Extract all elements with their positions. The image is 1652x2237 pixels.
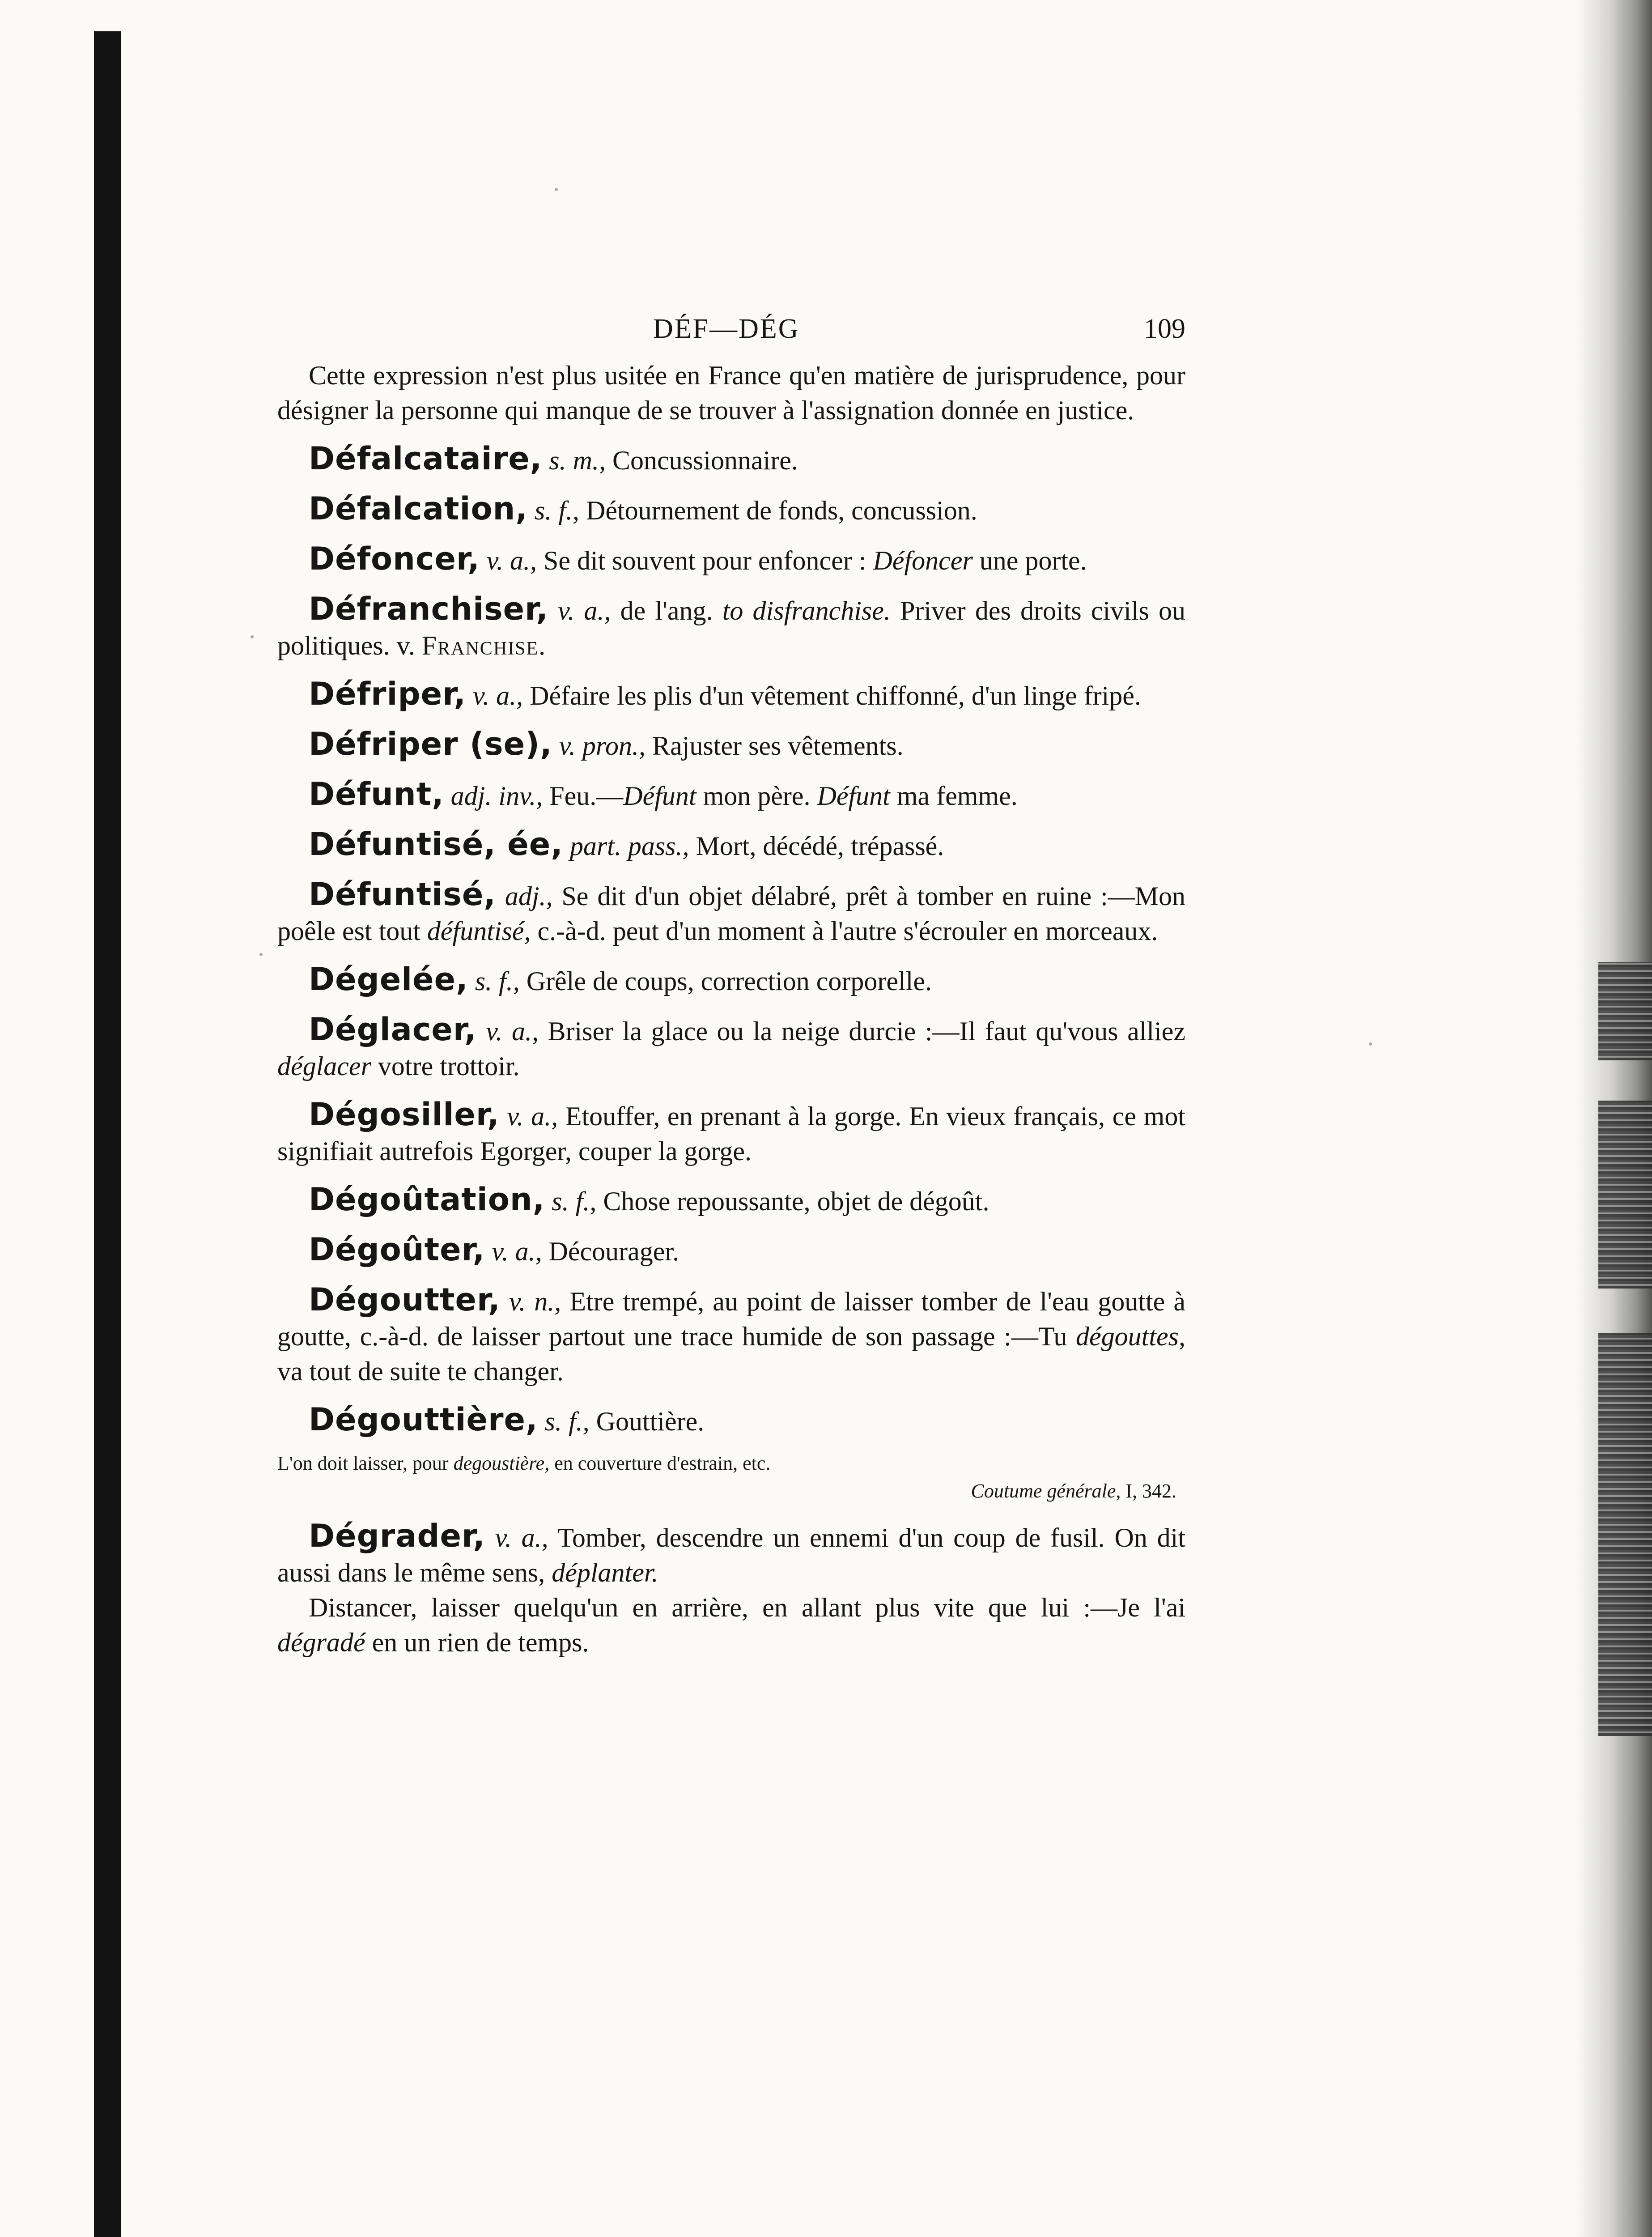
example-italic: déplanter.: [552, 1558, 658, 1587]
book-spine-shadow: [94, 31, 121, 2237]
page-number: 109: [1144, 314, 1185, 344]
headword: Déglacer,: [309, 1011, 477, 1048]
grammar-label: s. f.,: [534, 496, 579, 525]
dictionary-entry: [277, 441, 1185, 478]
quotation-italic: degoustière,: [453, 1452, 550, 1474]
grammar-label: v. pron.,: [559, 731, 646, 761]
headword: Dégoûtation,: [309, 1181, 545, 1218]
definition-text: va tout de suite te changer.: [277, 1357, 564, 1386]
dictionary-entry: [277, 1282, 1185, 1389]
paper-speck: [1369, 1042, 1372, 1046]
example-italic: défuntisé,: [427, 916, 531, 946]
grammar-label: s. f.,: [475, 966, 520, 996]
definition-text: Gouttière.: [596, 1407, 705, 1436]
grammar-label: v. a.,: [495, 1523, 548, 1552]
definition-text: Chose repoussante, objet de dégoût.: [603, 1187, 990, 1216]
headword: Dégelée,: [309, 961, 468, 998]
grammar-label: v. n.,: [509, 1287, 561, 1316]
quotation: [277, 1450, 1185, 1477]
running-head-title: DÉF—DÉG: [653, 314, 800, 344]
paper-speck: [259, 953, 263, 956]
headword: Défriper (se),: [309, 726, 552, 762]
grammar-label: v. a.,: [492, 1237, 542, 1266]
example-italic: déglacer: [277, 1051, 371, 1081]
dictionary-entry: [277, 1518, 1185, 1660]
definition-text: Mort, décédé, trépassé.: [696, 831, 944, 861]
definition-text: Briser la glace ou la neige durcie :—Il faut qu'vous alliez: [548, 1016, 1186, 1046]
definition-text: ma femme.: [896, 781, 1018, 811]
grammar-label: v. a.,: [486, 546, 537, 575]
grammar-label: s. m.,: [549, 446, 606, 475]
definition-text: en un rien de temps.: [372, 1628, 589, 1657]
running-head: [277, 309, 1185, 358]
example-italic: Défunt: [817, 781, 890, 811]
citation-title: Coutume générale,: [971, 1480, 1121, 1502]
definition-text: de l'ang.: [620, 596, 713, 625]
dictionary-entry: [277, 591, 1185, 663]
grammar-label: adj.,: [505, 881, 553, 911]
dictionary-entry: [277, 1232, 1185, 1269]
dictionary-entry: [277, 727, 1185, 763]
grammar-label: s. f.,: [544, 1407, 590, 1436]
definition-text: Rajuster ses vêtements.: [652, 731, 904, 761]
dictionary-entry: [277, 676, 1185, 713]
cross-reference: Franchise.: [421, 631, 547, 660]
grammar-label: v. a.,: [558, 596, 611, 625]
definition-text: Décourager.: [548, 1237, 679, 1266]
page-edge-mark: [1598, 962, 1652, 1060]
dictionary-entry: [277, 877, 1185, 948]
grammar-label: v. a.,: [472, 681, 523, 710]
dictionary-entry: [277, 962, 1185, 999]
headword: Défriper,: [309, 676, 466, 712]
definition-text: Distancer, laisser quelqu'un en arrière, en allant plus vite que lui :—Je l'ai: [309, 1593, 1185, 1622]
definition-text: Se dit souvent pour enfoncer :: [543, 546, 866, 575]
headword: Dégrader,: [309, 1518, 485, 1554]
headword: Défranchiser,: [309, 591, 548, 627]
definition-text: c.-à-d. peut d'un moment à l'autre s'écrouler en morceaux.: [537, 916, 1158, 946]
grammar-label: v. a.,: [486, 1016, 539, 1046]
headword: Dégosiller,: [309, 1096, 500, 1133]
headword: Dégoutter,: [309, 1281, 501, 1318]
definition-text: Feu.—: [549, 781, 624, 811]
dictionary-entry: [277, 541, 1185, 578]
grammar-label: adj. inv.,: [450, 781, 543, 811]
grammar-label: v. a.,: [507, 1101, 558, 1131]
grammar-label: part. pass.,: [569, 831, 689, 861]
document-page: [277, 309, 1185, 1660]
headword: Défunt,: [309, 776, 444, 812]
paper-speck: [251, 635, 254, 638]
headword: Défoncer,: [309, 540, 480, 577]
dictionary-entry: [277, 1402, 1185, 1505]
example-italic: dégouttes,: [1076, 1322, 1185, 1351]
example-italic: Défoncer: [873, 546, 973, 575]
definition-text: mon père.: [703, 781, 811, 811]
intro-paragraph: Cette expression n'est plus usitée en France qu'en matière de jurisprudence, pour désigner la personne qui manque de se trouver à l'assignation donnée en justice.: [277, 361, 1185, 425]
example-italic: Défunt: [623, 781, 696, 811]
headword: Défuntisé, ée,: [309, 826, 563, 863]
dictionary-entry: [277, 491, 1185, 528]
dictionary-entry: [277, 827, 1185, 863]
citation-reference: I, 342.: [1125, 1480, 1176, 1502]
definition-text: Priver des droits civils ou politiques. v.: [277, 596, 1186, 660]
definition-text: Etouffer, en prenant à la gorge. En vieux français, ce mot signifiait autrefois Egorger, couper la gorge.: [277, 1101, 1185, 1166]
paper-speck: [555, 188, 558, 191]
headword: Défuntisé,: [309, 876, 496, 913]
dictionary-entry: [277, 1097, 1185, 1169]
dictionary-entry: [277, 1012, 1185, 1084]
definition-text: Tomber, descendre un ennemi d'un coup de fusil. On dit aussi dans le même sens,: [277, 1523, 1185, 1587]
headword: Dégouttière,: [309, 1401, 538, 1438]
grammar-label: s. f.,: [552, 1187, 597, 1216]
definition-text: Etre trempé, au point de laisser tomber de l'eau goutte à goutte, c.-à-d. de laisser partout une trace humide de son passage :—Tu: [277, 1287, 1186, 1351]
page-edge-mark: [1598, 1333, 1652, 1736]
definition-text: Défaire les plis d'un vêtement chiffonné, d'un linge fripé.: [530, 681, 1141, 710]
etymology-italic: to disfranchise.: [722, 596, 891, 625]
definition-text: votre trottoir.: [378, 1051, 520, 1081]
definition-text: une porte.: [979, 546, 1087, 575]
page-edge-mark: [1598, 1101, 1652, 1289]
quotation-text: en couverture d'estrain, etc.: [554, 1452, 771, 1474]
definition-text: Concussionnaire.: [612, 446, 798, 475]
definition-text: Se dit d'un objet délabré, prêt à tomber en ruine :—Mon poêle est tout: [277, 881, 1186, 946]
dictionary-entry: [277, 777, 1185, 813]
example-italic: dégradé: [277, 1628, 365, 1657]
dictionary-entry: [277, 1182, 1185, 1219]
definition-text: Détournement de fonds, concussion.: [586, 496, 977, 525]
headword: Défalcation,: [309, 490, 528, 527]
headword: Dégoûter,: [309, 1231, 485, 1268]
citation: [277, 1477, 1176, 1505]
headword: Défalcataire,: [309, 440, 543, 477]
quotation-text: L'on doit laisser, pour: [277, 1452, 449, 1474]
definition-text: Grêle de coups, correction corporelle.: [526, 966, 932, 996]
